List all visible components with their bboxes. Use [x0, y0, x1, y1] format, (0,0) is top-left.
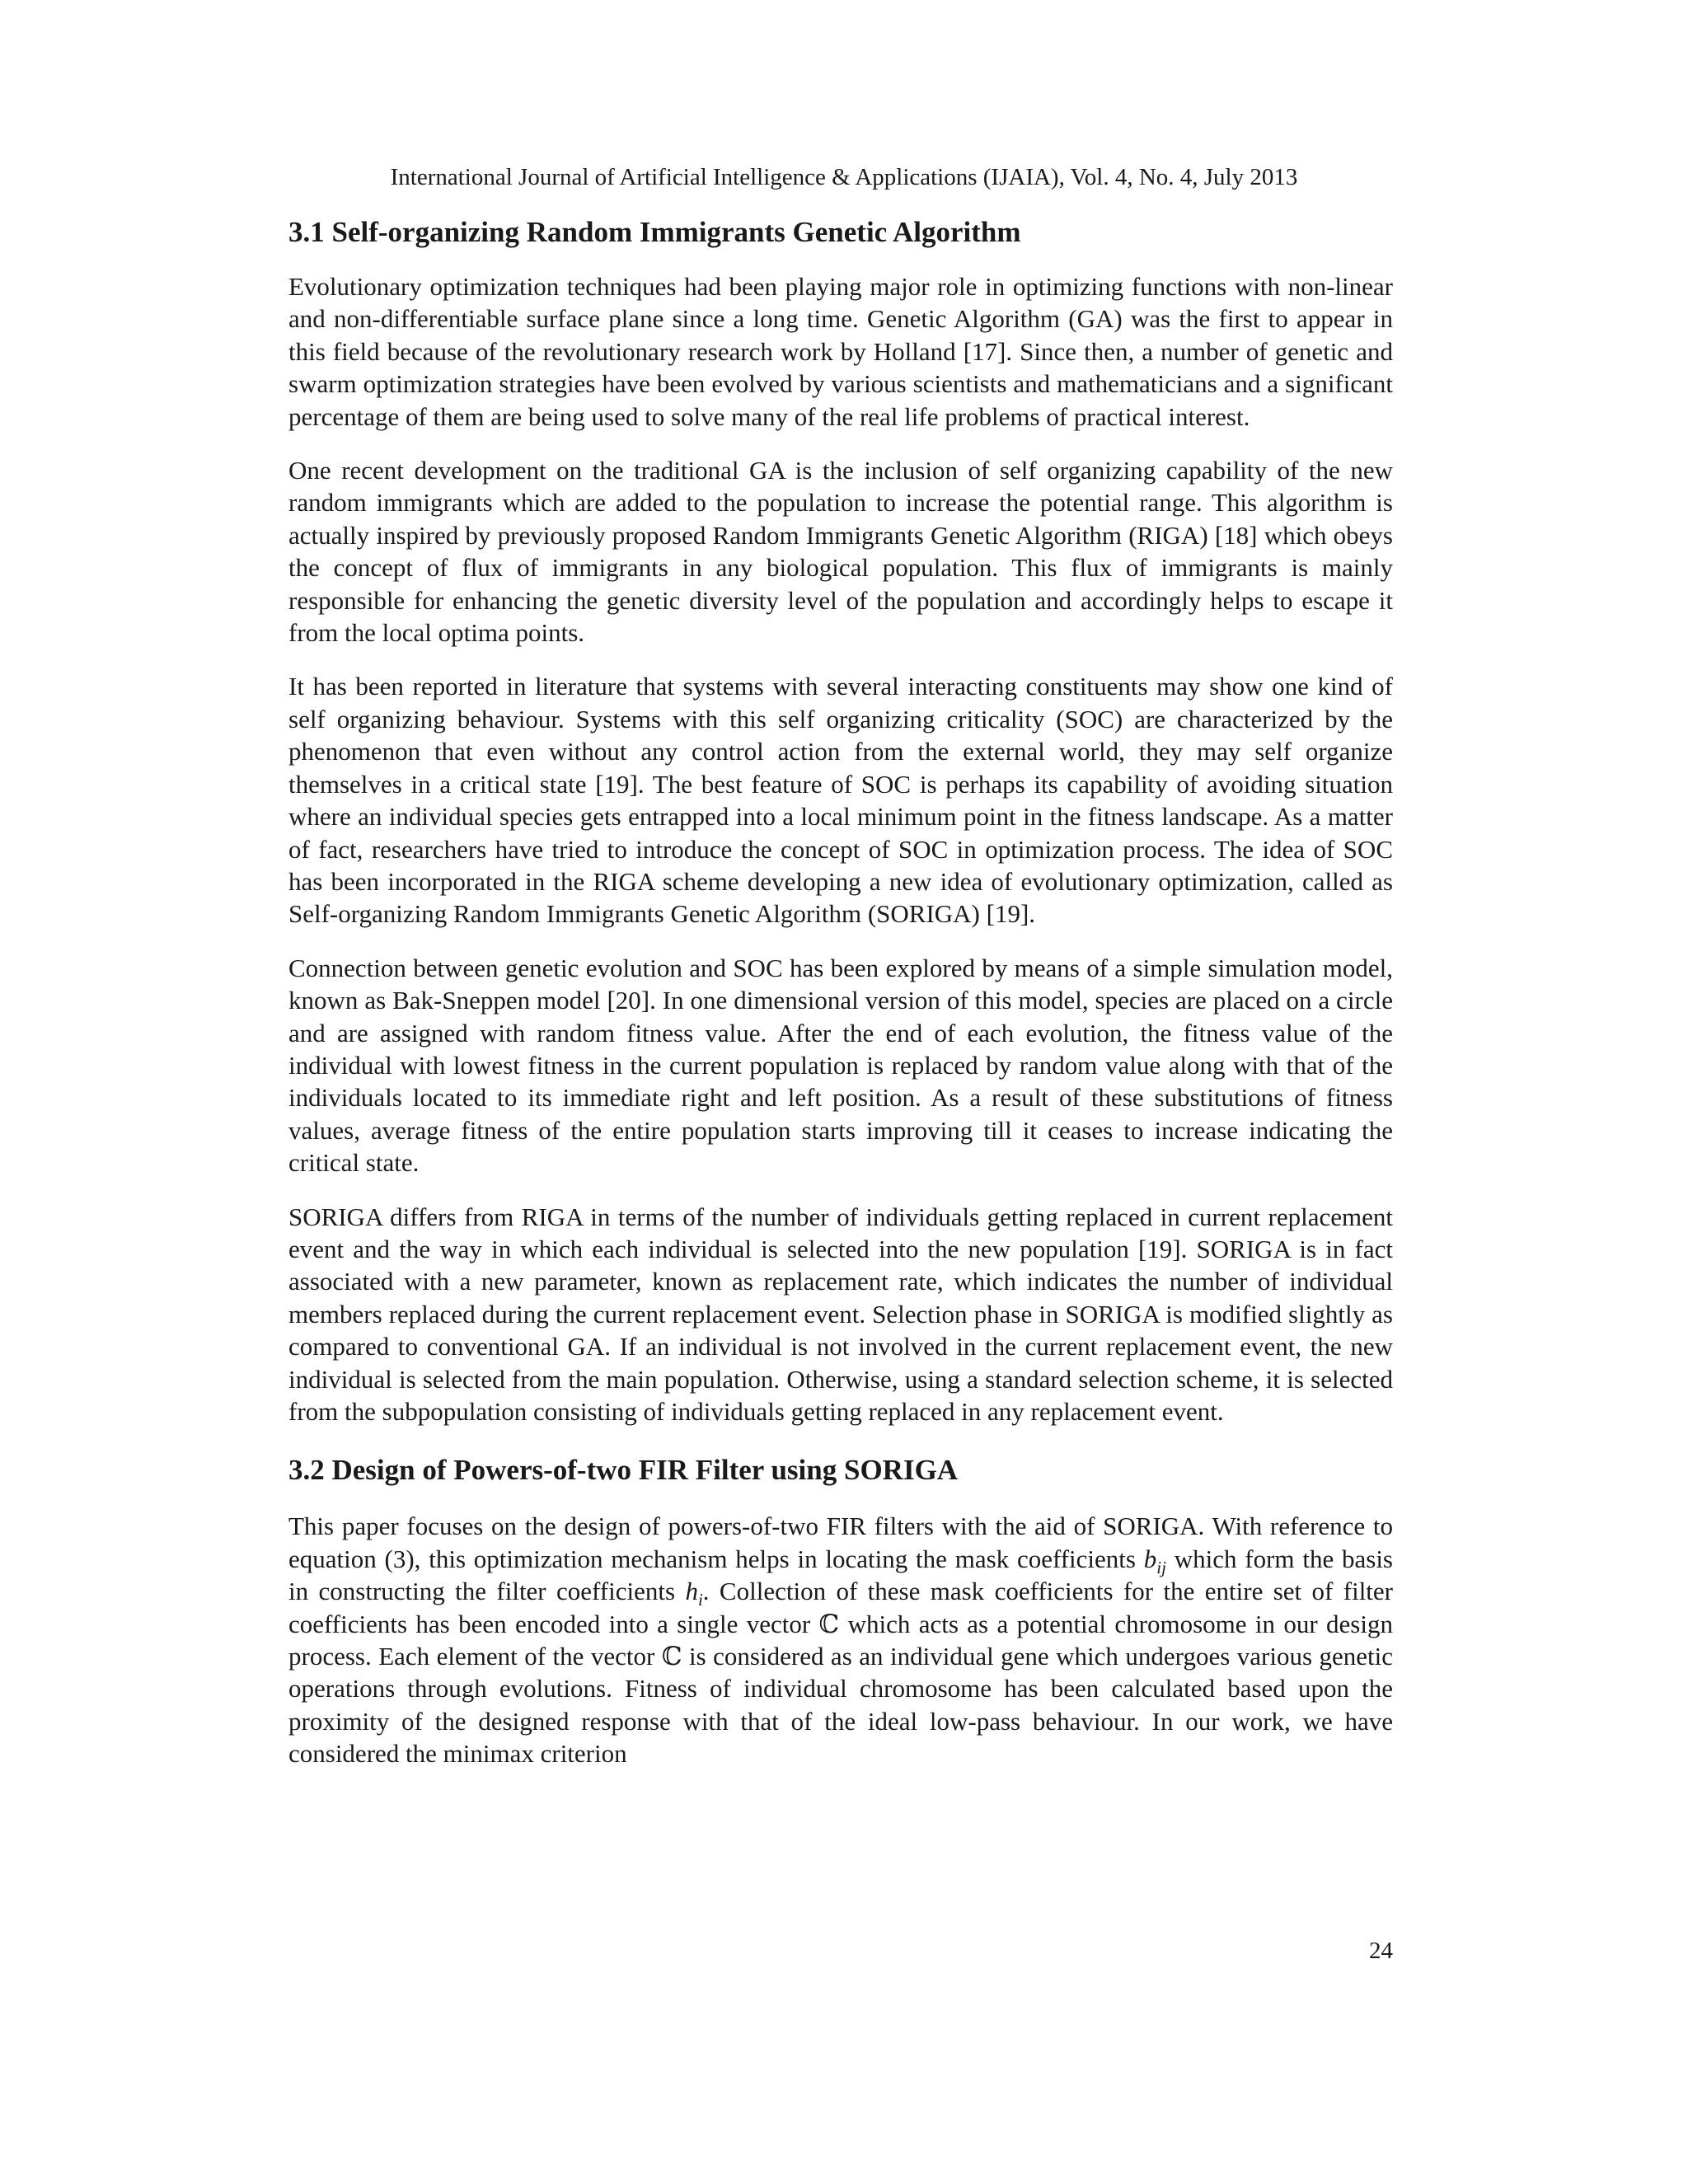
page-number: 24 [1369, 1938, 1393, 1964]
article-body [288, 213, 1393, 1792]
paragraph-riga-development: One recent development on the traditional GA is the inclusion of self organizing capability of the new random immigrants which are added to the population to increase the potential range. This algorithm is actually inspired by previously proposed Random Immigrants Genetic Algorithm (RIGA) [18] which obeys the concept of flux of immigrants in any biological population. This flux of immigrants is mainly responsible for enhancing the genetic diversity level of the population and accordingly helps to escape it from the local optima points. [288, 456, 1393, 648]
symbol-b: b [1143, 1544, 1157, 1573]
paragraph-evolutionary-optimization: Evolutionary optimization techniques had been playing major role in optimizing functions with non-linear and non-differentiable surface plane since a long time. Genetic Algorithm (GA) was the first to appear in this field because of the revolutionary research work by Holland [17]. Since then, a number of genetic and swarm optimization strategies have been evolved by various scientists and mathematicians and a significant percentage of them are being used to solve many of the real life problems of practical interest. [288, 272, 1393, 431]
paragraph-bak-sneppen: Connection between genetic evolution and SOC has been explored by means of a simple simulation model, known as Bak-Sneppen model [20]. In one dimensional version of this model, species are placed on a circle and are assigned with random fitness value. After the end of each evolution, the fitness value of the individual with lowest fitness in the current population is replaced by random value along with that of the individuals located to its immediate right and left position. As a result of these substitutions of fitness values, average fitness of the entire population starts improving till it ceases to increase indicating the critical state. [288, 953, 1393, 1178]
subscript-ij: ij [1156, 1557, 1166, 1577]
text-run: This paper focuses on the design of powers-of-two FIR filters with the aid of SORIGA. With reference to equation (3), this optimization mechanism helps in locating the mask coefficients [288, 1511, 1393, 1573]
section-heading-3-2: 3.2 Design of Powers-of-two FIR Filter using SORIGA [288, 1454, 959, 1487]
text-run: which form the basis in constructing the filter coefficients [288, 1544, 1393, 1606]
section-heading-3-1: 3.1 Self-organizing Random Immigrants Genetic Algorithm [288, 216, 1021, 248]
paragraph-soriga-vs-riga: SORIGA differs from RIGA in terms of the number of individuals getting replaced in current replacement event and the way in which each individual is selected into the new population [19]. SORIGA is in fact associated with a new parameter, known as replacement rate, which indicates the number of individual members replaced during the current replacement event. Selection phase in SORIGA is modified slightly as compared to conventional GA. If an individual is not involved in the current replacement event, the new individual is selected from the main population. Otherwise, using a standard selection scheme, it is selected from the subpopulation consisting of individuals getting replaced in any replacement event. [288, 1202, 1393, 1426]
symbol-vector-c: ℂ [661, 1642, 682, 1671]
paragraph-soc: It has been reported in literature that systems with several interacting constituents may show one kind of self organizing behaviour. Systems with this self organizing criticality (SOC) are characterized by the phenomenon that even without any control action from the external world, they may self organize themselves in a critical state [19]. The best feature of SOC is perhaps its capability of avoiding situation where an individual species gets entrapped into a local minimum point in the fitness landscape. As a matter of fact, researchers have tried to introduce the concept of SOC in optimization process. The idea of SOC has been incorporated in the RIGA scheme developing a new idea of evolutionary optimization, called as Self-organizing Random Immigrants Genetic Algorithm (SORIGA) [19]. [288, 672, 1393, 929]
text-run: is considered as an individual gene which undergoes various genetic operations through evolutions. Fitness of individual chromosome has been calculated based upon the proximity of the designed response with that of the ideal low-pass behaviour. In our work, we have considered the minimax criterion [288, 1642, 1393, 1769]
text-run: which acts as a potential chromosome in our design process. Each element of the vector [288, 1609, 1393, 1671]
symbol-h: h [685, 1577, 698, 1606]
subscript-i: i [697, 1590, 703, 1610]
running-header: International Journal of Artificial Intelligence & Applications (IJAIA), Vol. 4, No. 4, July 2013 [390, 164, 1298, 190]
text-run: . Collection of these mask coefficients for the entire set of filter coefficients has been encoded into a single vector [288, 1577, 1394, 1638]
paragraph-fir-design [288, 1510, 1393, 1769]
symbol-vector-c: ℂ [818, 1609, 840, 1638]
